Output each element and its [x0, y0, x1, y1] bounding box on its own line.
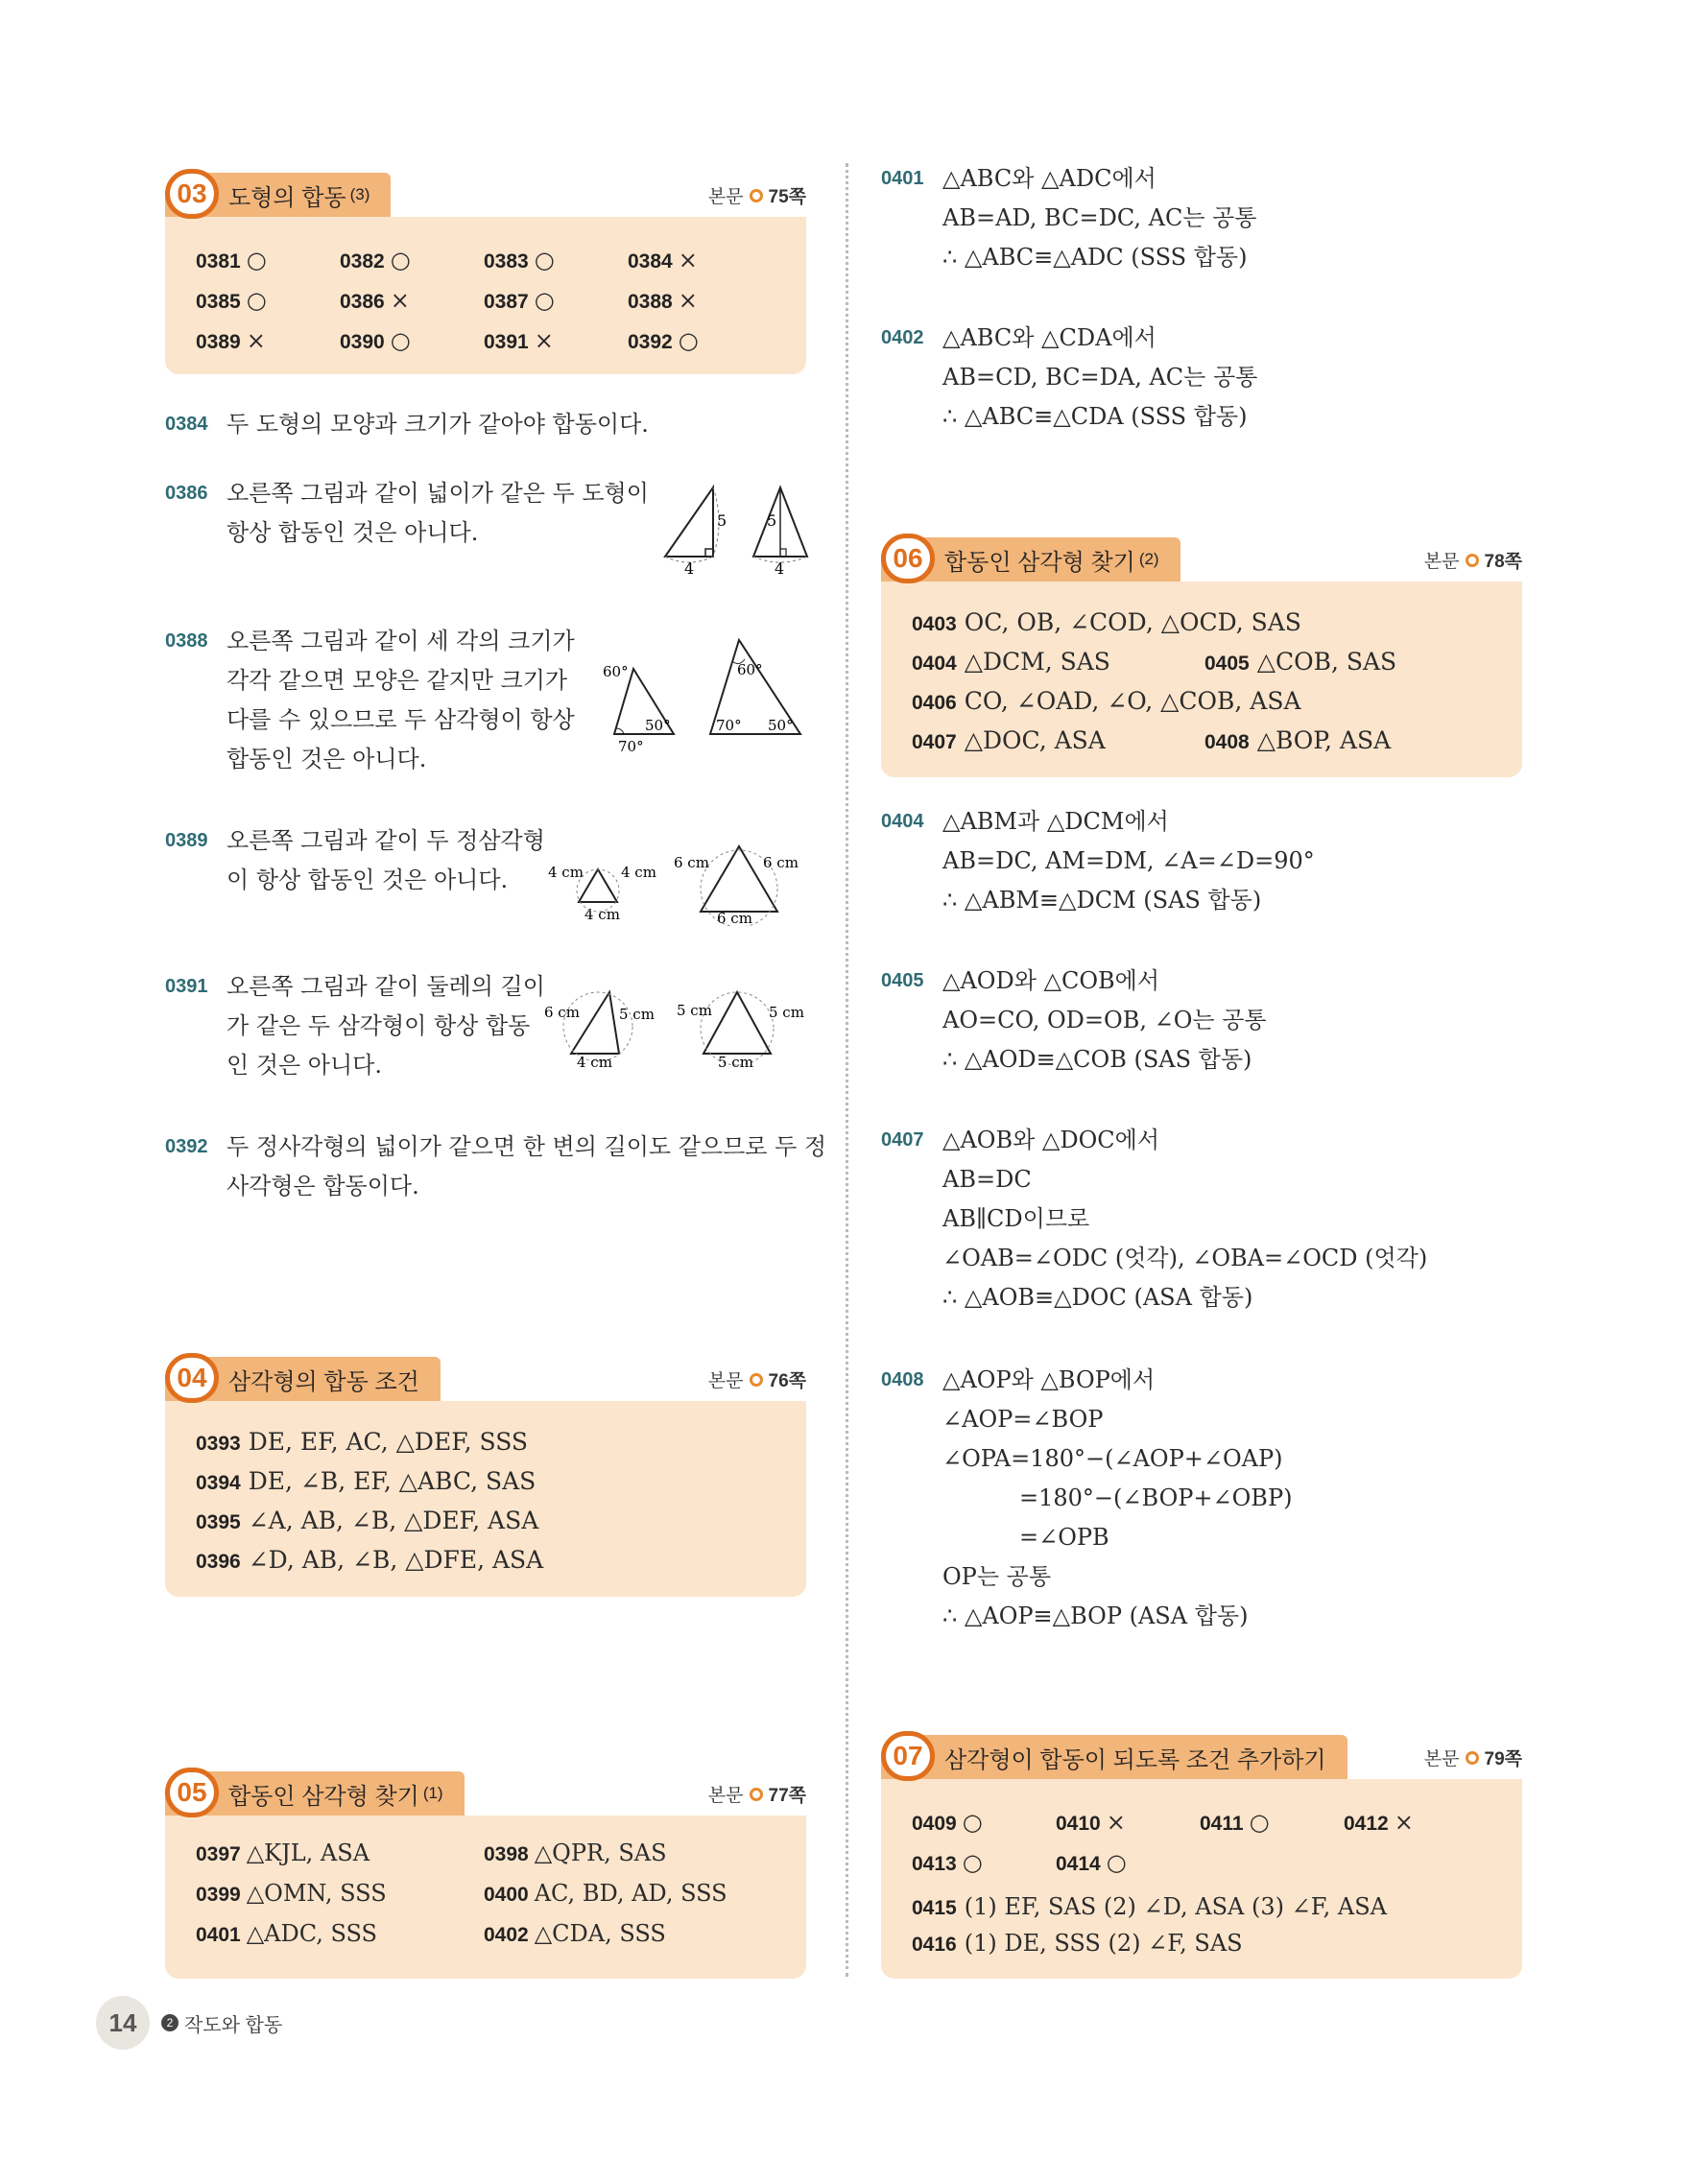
angle-label: 60° [603, 663, 629, 680]
answer-item: 0383 ○ [484, 247, 555, 273]
circle-arrow-icon [750, 189, 763, 202]
explanation-line: AB=DC [942, 1166, 1032, 1193]
explanation-line: △AOD와 △COB에서 [942, 967, 1160, 994]
explanation-0407 [881, 1121, 1553, 1322]
section-06 [881, 537, 1522, 777]
answer-item: 0398 △QPR, SAS [484, 1840, 667, 1866]
chapter-number-badge: 2 [161, 2014, 179, 2031]
explanation-line: ∴ △ABC≡△CDA (SSS 합동) [942, 403, 1248, 430]
answer-line: 0394 DE, ∠B, EF, △ABC, SAS [196, 1467, 537, 1495]
ref-label: 본문 [707, 1371, 744, 1391]
explanation-0392 [165, 1128, 827, 1214]
explanation-line: 가 같은 두 삼각형이 항상 합동 [227, 1012, 531, 1039]
section-title-sub: (3) [349, 185, 370, 203]
side-label: 4 cm [548, 864, 584, 881]
explanation-line: ∴ △ABC≡△ADC (SSS 합동) [942, 244, 1248, 271]
section-03 [165, 173, 806, 374]
explanation-line: ∠OPA=180°−(∠AOP+∠OAP) [942, 1445, 1283, 1472]
section-07 [881, 1735, 1522, 1979]
page-reference [708, 182, 806, 208]
answer-item: 0386 × [340, 287, 410, 314]
answer-item: 0401 △ADC, SSS [196, 1920, 377, 1947]
explanation-line: 오른쪽 그림과 같이 넓이가 같은 두 도형이 [227, 480, 649, 507]
problem-number: 0389 [165, 830, 208, 851]
answer-item: 0391 × [484, 327, 554, 354]
problem-number: 0404 [881, 811, 924, 832]
ref-label: 본문 [707, 1786, 744, 1806]
explanation-line: ∴ △ABM≡△DCM (SAS 합동) [942, 887, 1262, 914]
problem-number: 0386 [165, 483, 208, 504]
explanation-line: △AOB와 △DOC에서 [942, 1127, 1160, 1153]
page-reference [1424, 1745, 1522, 1770]
side-label: 5 cm [619, 1006, 655, 1023]
column-divider [846, 163, 848, 1977]
answer-item: 0382 ○ [340, 247, 411, 273]
explanation-0401 [881, 159, 1553, 284]
ref-label: 본문 [1423, 552, 1460, 572]
answer-line: 0395 ∠A, AB, ∠B, △DEF, ASA [196, 1507, 539, 1534]
section-title: 삼각형의 합동 조건 [228, 1368, 419, 1395]
explanation-line: 다를 수 있으므로 두 삼각형이 항상 [227, 706, 575, 733]
answer-item: 0397 △KJL, ASA [196, 1840, 370, 1866]
section-number: 03 [165, 169, 219, 219]
explanation-line: AO=CO, OD=OB, ∠O는 공통 [942, 1007, 1267, 1033]
answer-line: 0396 ∠D, AB, ∠B, △DFE, ASA [196, 1546, 544, 1574]
explanation-line: 오른쪽 그림과 같이 둘레의 길이 [227, 973, 545, 1000]
explanation-line: 오른쪽 그림과 같이 두 정삼각형 [227, 827, 545, 854]
answer-item: 0392 ○ [628, 327, 699, 354]
section-number: 06 [881, 534, 935, 583]
angle-label: 70° [618, 738, 644, 753]
answer-line: 0416 (1) DE, SSS (2) ∠F, SAS [912, 1930, 1243, 1957]
explanation-line: 합동인 것은 아니다. [227, 746, 427, 772]
ref-label: 본문 [1423, 1749, 1460, 1769]
answer-line: 0403 OC, OB, ∠COD, △OCD, SAS [912, 608, 1301, 636]
ref-page: 78쪽 [1484, 552, 1522, 572]
section-title-sub: (1) [422, 1784, 443, 1802]
problem-number: 0407 [881, 1129, 924, 1151]
circle-arrow-icon [750, 1788, 763, 1801]
page-number: 14 [96, 1996, 150, 2050]
answer-item: 0413 ○ [912, 1849, 983, 1876]
explanation-line: △ABM과 △DCM에서 [942, 808, 1169, 835]
answer-line: 0415 (1) EF, SAS (2) ∠D, ASA (3) ∠F, ASA [912, 1893, 1388, 1920]
answer-item: 0384 × [628, 247, 698, 273]
ref-page: 79쪽 [1484, 1749, 1522, 1769]
figure-0386 [657, 480, 816, 576]
problem-number: 0391 [165, 976, 208, 997]
answer-line: 0407 △DOC, ASA 0408 △BOP, ASA [912, 726, 1392, 754]
answer-item: 0414 ○ [1056, 1849, 1127, 1876]
ref-page: 77쪽 [768, 1786, 806, 1806]
side-label: 6 cm [717, 910, 752, 926]
explanation-line: △AOP와 △BOP에서 [942, 1366, 1156, 1393]
answer-item: 0412 × [1344, 1809, 1414, 1836]
answer-line: 0404 △DCM, SAS 0405 △COB, SAS [912, 648, 1397, 676]
problem-number: 0408 [881, 1369, 924, 1390]
ref-label: 본문 [707, 187, 744, 207]
page-reference [1424, 547, 1522, 573]
section-05 [165, 1771, 806, 1979]
explanation-line: 이 항상 합동인 것은 아니다. [227, 866, 509, 893]
side-label: 5 cm [769, 1004, 804, 1021]
answer-item: 0389 × [196, 327, 266, 354]
section-07-tab [881, 1735, 1347, 1779]
circle-arrow-icon [750, 1373, 763, 1387]
explanation-0405 [881, 961, 1553, 1086]
answer-item: 0399 △OMN, SSS [196, 1880, 387, 1907]
ref-page: 76쪽 [768, 1371, 806, 1391]
figure-0391 [542, 969, 811, 1070]
angle-label: 60° [737, 661, 763, 678]
side-label: 5 cm [677, 1002, 712, 1019]
explanation-line: 사각형은 합동이다. [227, 1173, 419, 1199]
side-label: 6 cm [763, 854, 799, 871]
explanation-line: 두 도형의 모양과 크기가 같아야 합동이다. [227, 411, 649, 438]
section-title: 합동인 삼각형 찾기 [228, 1783, 419, 1810]
section-04 [165, 1357, 806, 1597]
problem-number: 0405 [881, 970, 924, 991]
explanation-line: △ABC와 △CDA에서 [942, 324, 1156, 351]
explanation-line: =180°−(∠BOP+∠OBP) [1019, 1484, 1293, 1511]
label-base-b: 4 [775, 559, 785, 576]
explanation-line: AB=AD, BC=DC, AC는 공통 [942, 204, 1257, 231]
side-label: 4 cm [621, 864, 656, 881]
explanation-line: AB∥CD이므로 [942, 1205, 1090, 1232]
answer-item: 0390 ○ [340, 327, 411, 354]
answer-item: 0385 ○ [196, 287, 267, 314]
problem-number: 0401 [881, 168, 924, 189]
explanation-line: 오른쪽 그림과 같이 세 각의 크기가 [227, 628, 575, 654]
section-title-sub: (2) [1138, 550, 1159, 568]
page-reference [708, 1781, 806, 1807]
chapter-label [161, 2009, 282, 2037]
answer-item: 0387 ○ [484, 287, 555, 314]
section-title: 합동인 삼각형 찾기 [944, 549, 1135, 576]
explanation-line: 두 정사각형의 넓이가 같으면 한 변의 길이도 같으므로 두 정 [227, 1133, 827, 1160]
angle-label: 50° [768, 717, 794, 734]
angle-label: 70° [716, 717, 742, 734]
explanation-line: AB=DC, AM=DM, ∠A=∠D=90° [942, 847, 1315, 874]
problem-number: 0388 [165, 630, 208, 652]
section-number: 04 [165, 1353, 219, 1403]
figure-0388 [595, 629, 806, 753]
explanation-line: ∴ △AOP≡△BOP (ASA 합동) [942, 1602, 1249, 1629]
circle-arrow-icon [1466, 1751, 1479, 1765]
label-height-b: 5 [767, 511, 777, 530]
explanation-line: =∠OPB [1019, 1524, 1109, 1551]
ref-page: 75쪽 [768, 187, 806, 207]
chapter-title: 작도와 합동 [184, 2014, 283, 2036]
explanation-0402 [881, 319, 1553, 443]
angle-label: 50° [645, 717, 671, 734]
figure-0389 [542, 825, 811, 926]
section-title: 도형의 합동 [228, 184, 346, 211]
label-height-a: 5 [717, 511, 727, 530]
explanation-0404 [881, 802, 1553, 927]
explanation-line: 인 것은 아니다. [227, 1052, 382, 1079]
section-number: 05 [165, 1768, 219, 1817]
answer-item: 0410 × [1056, 1809, 1126, 1836]
answer-item: 0381 ○ [196, 247, 267, 273]
side-label: 6 cm [674, 854, 709, 871]
page-footer [96, 1996, 282, 2050]
explanation-line: OP는 공통 [942, 1563, 1052, 1590]
problem-number: 0392 [165, 1136, 208, 1157]
explanation-line: ∴ △AOD≡△COB (SAS 합동) [942, 1046, 1252, 1073]
answer-item: 0400 AC, BD, AD, SSS [484, 1880, 727, 1907]
side-label: 6 cm [544, 1004, 580, 1021]
side-label: 4 cm [584, 906, 620, 923]
explanation-line: ∠AOP=∠BOP [942, 1406, 1104, 1433]
section-number: 07 [881, 1731, 935, 1781]
side-label: 4 cm [577, 1054, 612, 1070]
explanation-line: 항상 합동인 것은 아니다. [227, 519, 479, 546]
answer-item: 0409 ○ [912, 1809, 983, 1836]
answer-item: 0388 × [628, 287, 698, 314]
circle-arrow-icon [1466, 554, 1479, 567]
answer-line: 0406 CO, ∠OAD, ∠O, △COB, ASA [912, 687, 1301, 715]
answer-item: 0402 △CDA, SSS [484, 1920, 666, 1947]
section-title: 삼각형이 합동이 되도록 조건 추가하기 [944, 1746, 1326, 1773]
problem-number: 0384 [165, 414, 208, 435]
explanation-line: AB=CD, BC=DA, AC는 공통 [942, 364, 1258, 391]
page-reference [708, 1366, 806, 1392]
problem-number: 0402 [881, 327, 924, 348]
answer-line: 0393 DE, EF, AC, △DEF, SSS [196, 1428, 529, 1456]
explanation-0384 [165, 405, 818, 448]
explanation-line: 각각 같으면 모양은 같지만 크기가 [227, 667, 568, 694]
explanation-0408 [881, 1361, 1553, 1639]
label-base-a: 4 [684, 559, 695, 576]
explanation-line: ∴ △AOB≡△DOC (ASA 합동) [942, 1284, 1253, 1311]
side-label: 5 cm [718, 1054, 753, 1070]
answer-item: 0411 ○ [1200, 1809, 1270, 1836]
explanation-line: △ABC와 △ADC에서 [942, 165, 1156, 192]
explanation-line: ∠OAB=∠ODC (엇각), ∠OBA=∠OCD (엇각) [942, 1245, 1428, 1271]
